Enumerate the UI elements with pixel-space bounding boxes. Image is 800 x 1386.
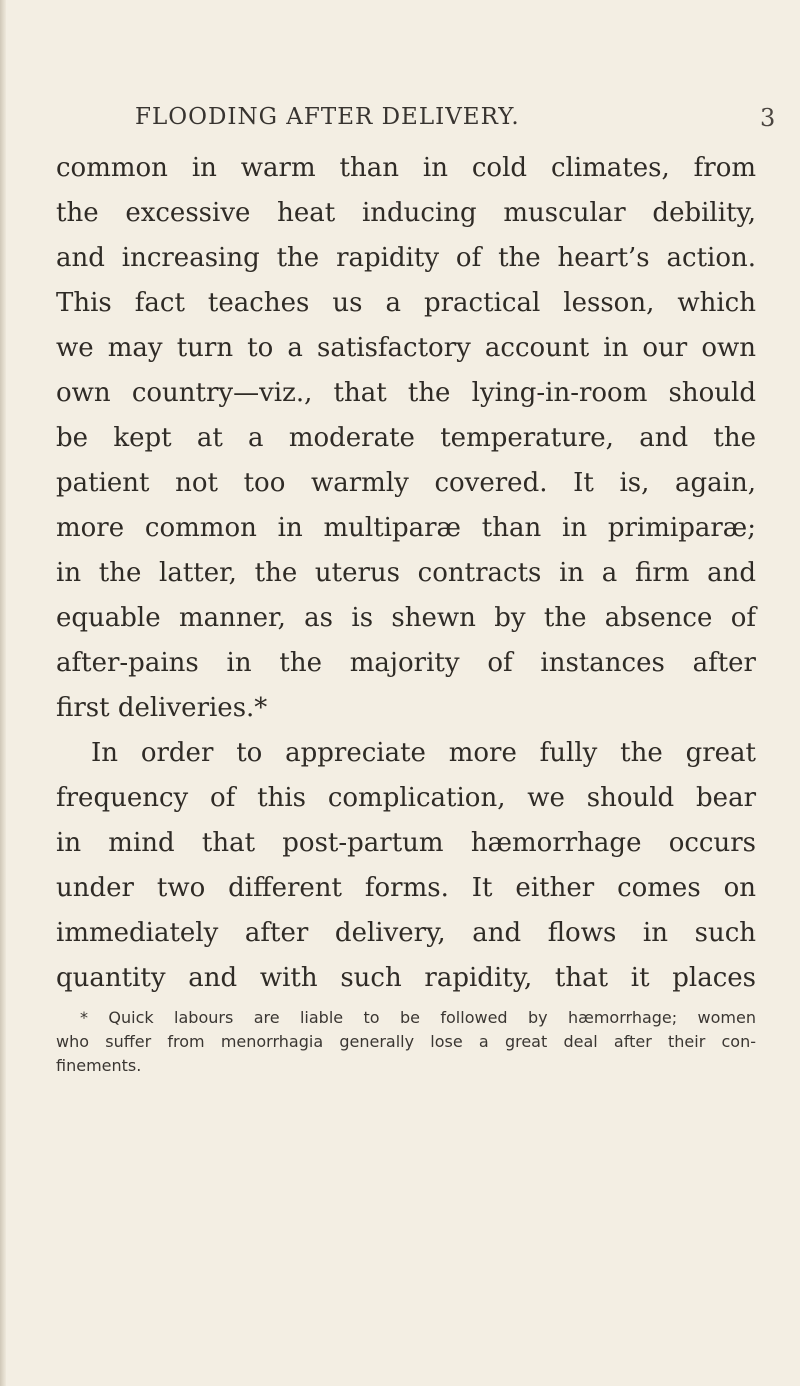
body-line: more common in multiparæ than in primiparæ; (56, 513, 756, 543)
body-line: own country—viz., that the lying-in-room should (56, 378, 756, 408)
body-line: in the latter, the uterus contracts in a firm and (56, 558, 756, 588)
footnote-line: finements. (56, 1056, 142, 1075)
body-line: in mind that post-partum hæmorrhage occurs (56, 828, 756, 858)
body-line: quantity and with such rapidity, that it places (56, 963, 756, 993)
body-line: frequency of this complication, we should bear (56, 783, 756, 813)
page-number: 3 (760, 104, 776, 132)
footnote-line: who suffer from menorrhagia generally lose a great deal after their con- (56, 1032, 756, 1051)
footnote-line: * Quick labours are liable to be followed by hæmorrhage; women (80, 1008, 756, 1027)
body-line: be kept at a moderate temperature, and the (56, 423, 756, 453)
body-line: This fact teaches us a practical lesson, which (56, 288, 756, 318)
body-line: patient not too warmly covered. It is, again, (56, 468, 756, 498)
body-line: the excessive heat inducing muscular debility, (56, 198, 756, 228)
body-line: under two different forms. It either comes on (56, 873, 756, 903)
running-head: FLOODING AFTER DELIVERY. (135, 104, 520, 130)
body-line: first deliveries.* (56, 693, 268, 723)
body-line: equable manner, as is shewn by the absence of (56, 603, 756, 633)
page-header (0, 100, 800, 140)
page-edge-shadow (0, 0, 6, 1386)
body-line: In order to appreciate more fully the great (91, 738, 756, 768)
body-line: we may turn to a satisfactory account in our own (56, 333, 756, 363)
body-line: common in warm than in cold climates, from (56, 153, 756, 183)
body-line: immediately after delivery, and flows in such (56, 918, 756, 948)
body-line: and increasing the rapidity of the heart’s action. (56, 243, 756, 273)
body-line: after-pains in the majority of instances after (56, 648, 756, 678)
